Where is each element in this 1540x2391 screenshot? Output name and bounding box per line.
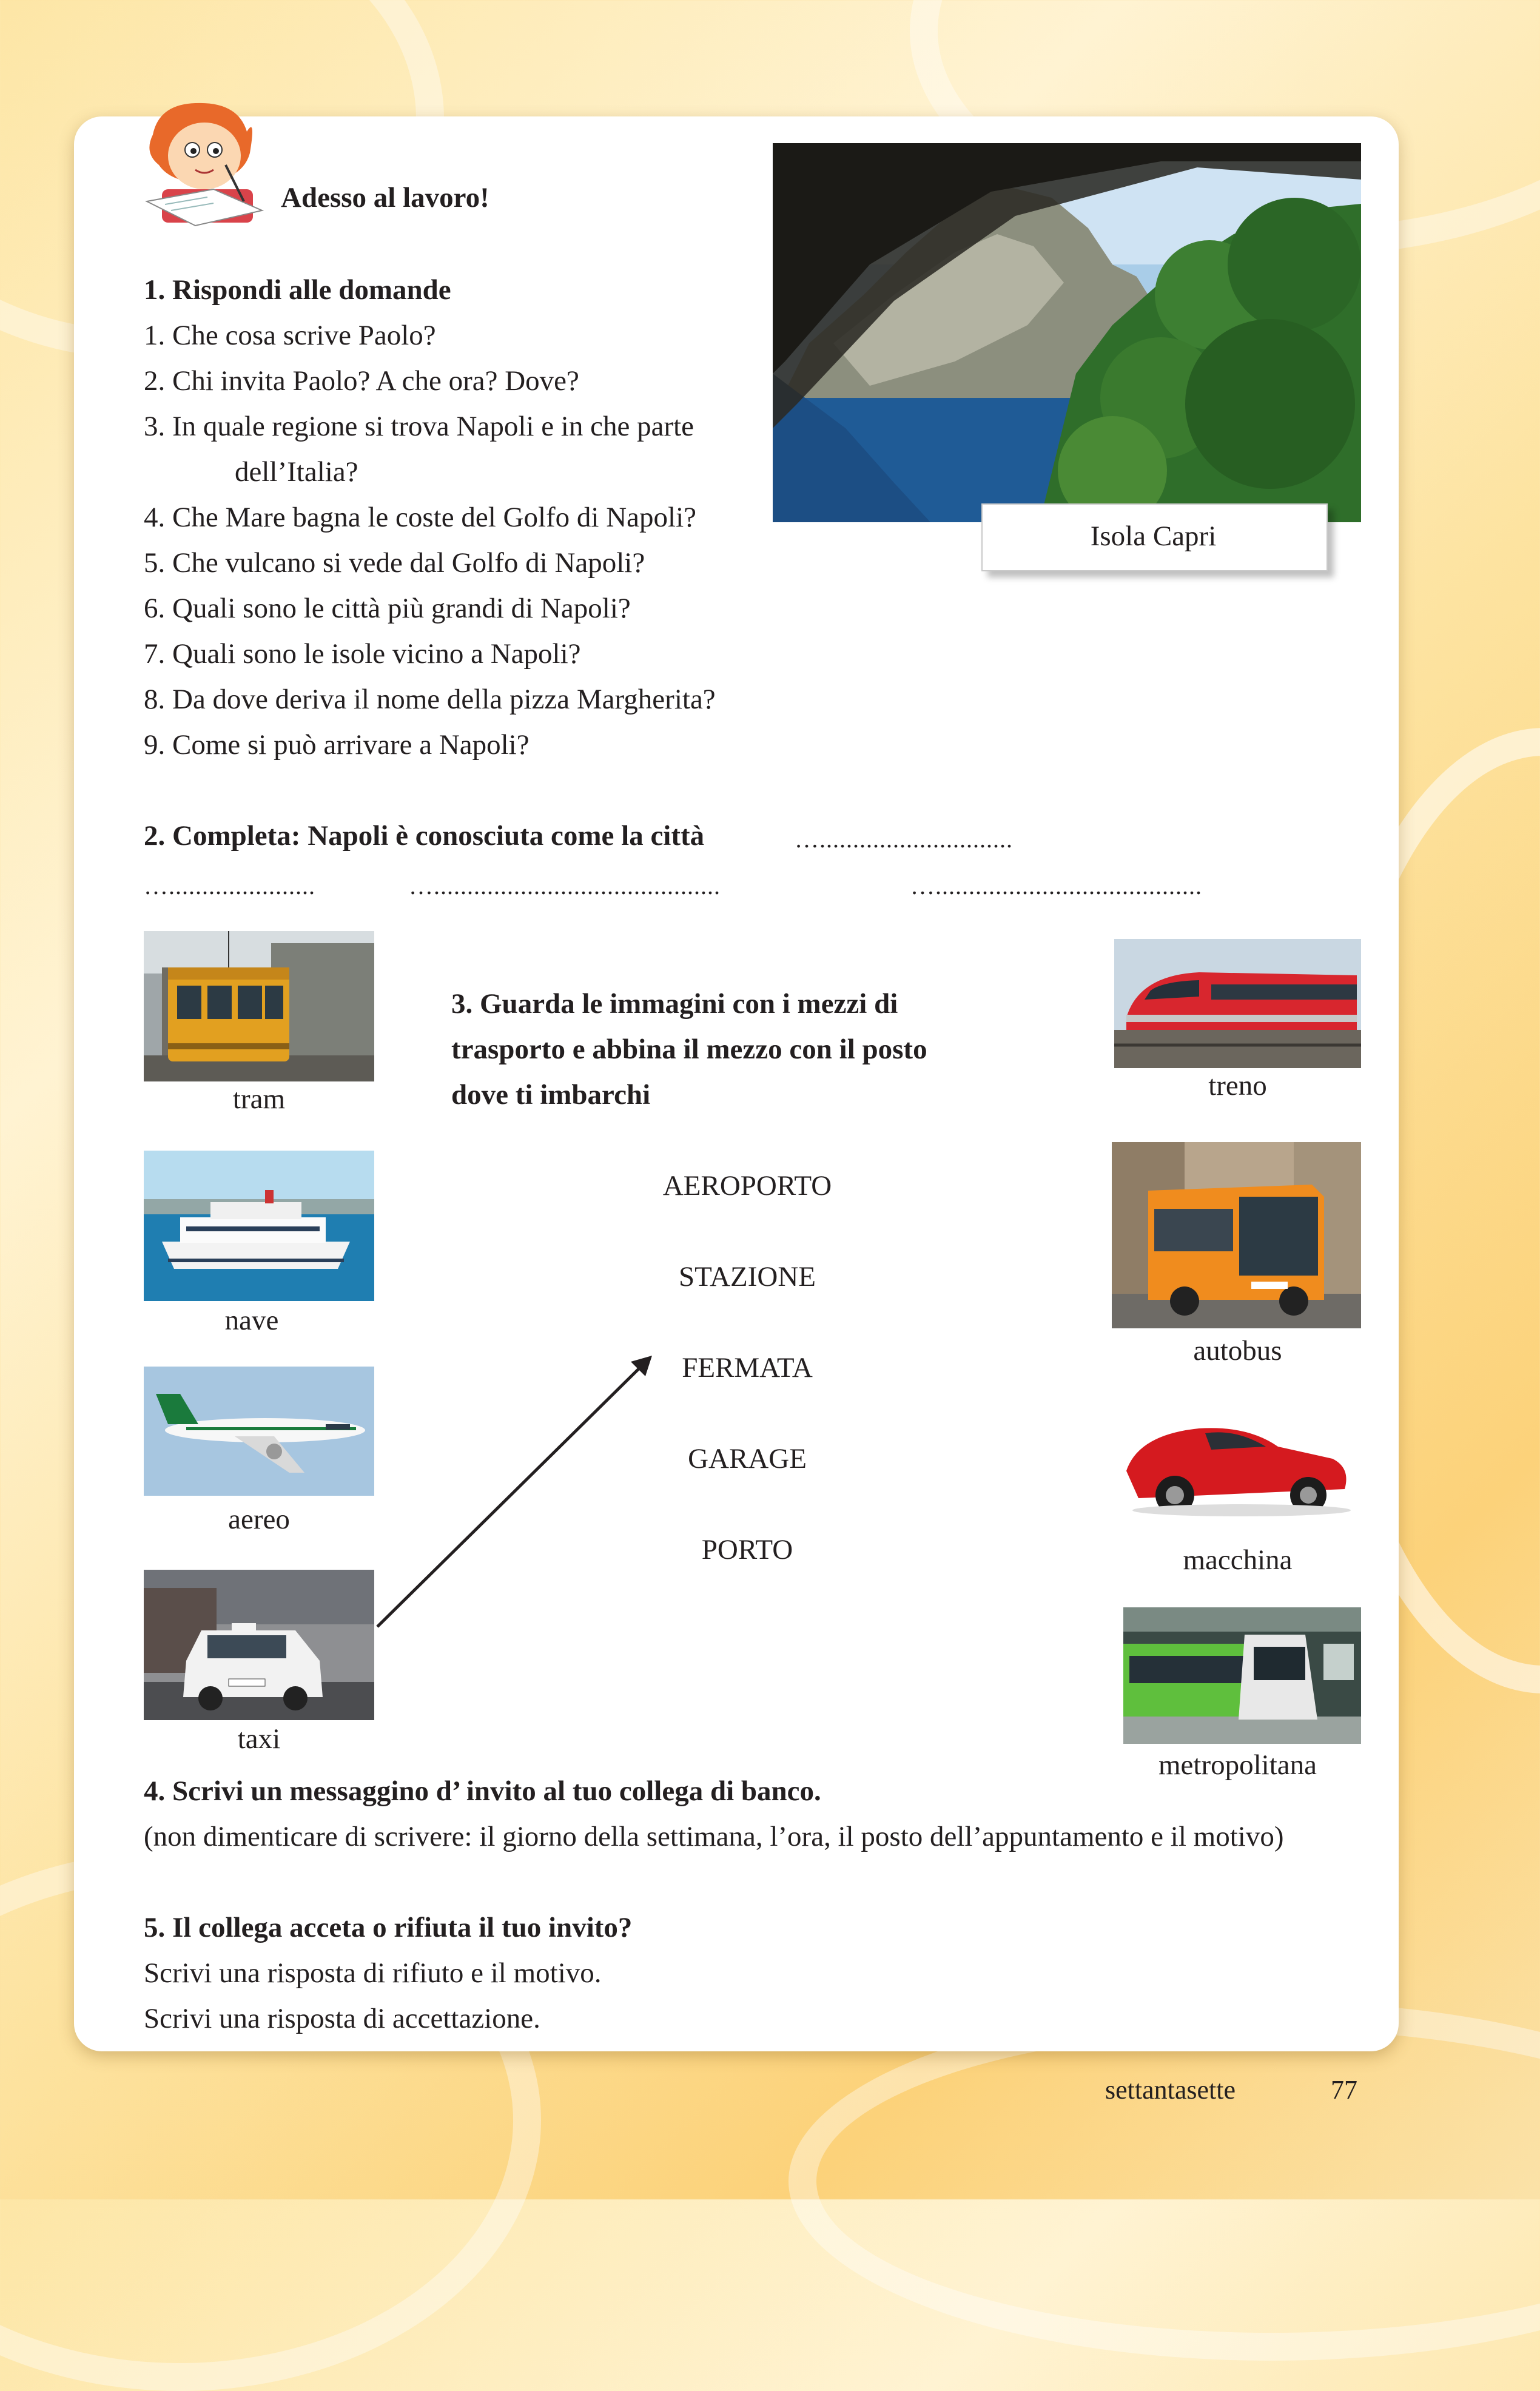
ship-photo: [144, 1151, 374, 1301]
place-fermata: FERMATA: [682, 1352, 813, 1384]
background-swirl: [788, 2002, 1540, 2361]
car-label: macchina: [1183, 1544, 1293, 1576]
place-aeroporto: AEROPORTO: [662, 1170, 832, 1202]
bus-photo: [1112, 1142, 1361, 1328]
exercise-3-instruction: dove ti imbarchi: [451, 1079, 651, 1111]
exercise-4-note: (non dimenticare di scrivere: il giorno della settimana, l’ora, il posto dell’appuntamento e il motivo): [144, 1821, 1284, 1852]
metro-label: metropolitana: [1158, 1749, 1317, 1781]
ship-label: nave: [224, 1305, 279, 1336]
bus-label: autobus: [1193, 1335, 1282, 1367]
tram-label: tram: [232, 1083, 286, 1115]
page-number-word: settantasette: [1105, 2075, 1236, 2105]
question: 3. In quale regione si trova Napoli e in che parte: [144, 411, 694, 442]
boy-writing-illustration: [141, 98, 271, 229]
exercise-5-line: Scrivi una risposta di accettazione.: [144, 2003, 540, 2034]
capri-caption: Isola Capri: [1090, 520, 1217, 552]
question: 9. Come si può arrivare a Napoli?: [144, 729, 530, 761]
capri-photo: [773, 143, 1361, 522]
airplane-photo: [144, 1367, 374, 1496]
metro-photo: [1123, 1607, 1361, 1744]
exercise-3-instruction: 3. Guarda le immagini con i mezzi di: [451, 988, 898, 1020]
exercise-3-instruction: trasporto e abbina il mezzo con il posto: [451, 1034, 927, 1065]
taxi-label: taxi: [237, 1723, 281, 1755]
exercise-2-heading: 2. Completa: Napoli è conosciuta come la città: [144, 820, 705, 852]
airplane-label: aereo: [228, 1504, 290, 1535]
question: 7. Quali sono le isole vicino a Napoli?: [144, 638, 581, 670]
taxi-photo: [144, 1570, 374, 1720]
exercise-5-heading: 5. Il collega acceta o rifiuta il tuo invito?: [144, 1912, 633, 1943]
place-porto: PORTO: [701, 1534, 793, 1565]
question: 2. Chi invita Paolo? A che ora? Dove?: [144, 365, 579, 397]
car-photo: [1114, 1398, 1361, 1527]
exercise-5-line: Scrivi una risposta di rifiuto e il motivo.: [144, 1957, 602, 1989]
exercise-4-heading: 4. Scrivi un messaggino d’ invito al tuo collega di banco.: [144, 1775, 821, 1807]
question: 8. Da dove deriva il nome della pizza Margherita?: [144, 684, 716, 715]
answer-blank[interactable]: …......................: [144, 872, 315, 900]
example-match-arrow: [364, 1347, 667, 1638]
question: 1. Che cosa scrive Paolo?: [144, 320, 436, 351]
question: 4. Che Mare bagna le coste del Golfo di Napoli?: [144, 502, 696, 533]
train-photo: [1114, 939, 1361, 1068]
question-continuation: dell’Italia?: [235, 456, 358, 488]
answer-blank[interactable]: …...........................................: [409, 872, 721, 900]
page-title: Adesso al lavoro!: [281, 182, 489, 214]
page-number: 77: [1331, 2075, 1357, 2105]
train-label: treno: [1208, 1070, 1267, 1101]
exercise-1-heading: 1. Rispondi alle domande: [144, 274, 451, 306]
answer-blank[interactable]: ….............................: [795, 826, 1013, 853]
tram-photo: [144, 931, 374, 1081]
place-stazione: STAZIONE: [679, 1261, 816, 1293]
place-garage: GARAGE: [688, 1443, 807, 1475]
answer-blank[interactable]: …........................................: [910, 872, 1202, 900]
question: 6. Quali sono le città più grandi di Napoli?: [144, 593, 631, 624]
question: 5. Che vulcano si vede dal Golfo di Napoli?: [144, 547, 645, 579]
